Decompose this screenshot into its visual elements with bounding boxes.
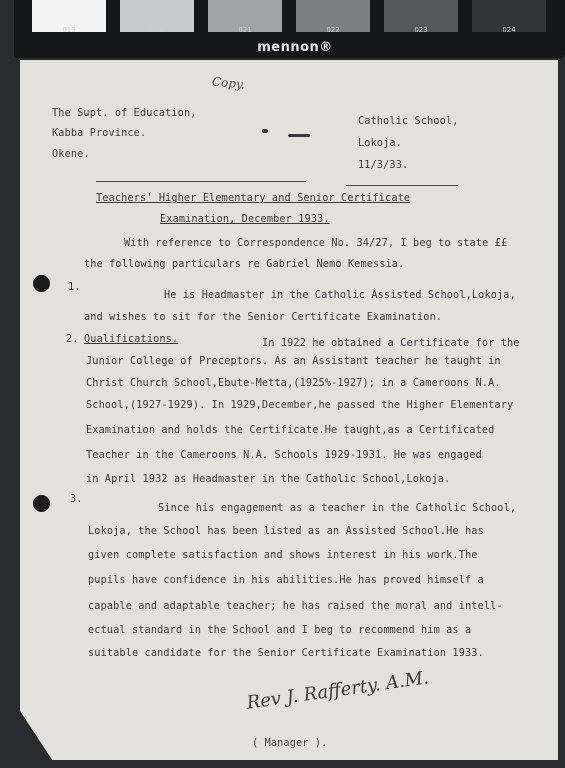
punch-hole [33, 275, 50, 292]
body-line: He is Headmaster in the Catholic Assisted School,Lokoja, [164, 290, 516, 301]
body-line: suitable candidate for the Senior Certificate Examination 1933. [88, 648, 484, 659]
sender-line: Lokoja. [358, 138, 402, 149]
ink-smudge [288, 134, 310, 137]
subject-heading: Examination, December 1933. [160, 214, 330, 225]
body-line: Teacher in the Cameroons N.A. Schools 1929-1931. He was engaged [86, 450, 482, 461]
patch-number: 019 [62, 26, 76, 34]
body-line: in April 1932 as Headmaster in the Catholic School,Lokoja. [86, 474, 451, 485]
subject-heading: Teachers' Higher Elementary and Senior Certificate [96, 193, 411, 204]
recipient-line: Okene. [52, 149, 90, 160]
body-line: Christ Church School,Ebute-Metta,(1925%-1927); in a Cameroons N.A. [86, 378, 501, 389]
sender-line: Catholic School, [358, 116, 459, 127]
body-line: Since his engagement as a teacher in the Catholic School, [158, 503, 517, 514]
recipient-line: Kabba Province. [52, 128, 147, 139]
ink-smudge [262, 129, 268, 133]
divider [346, 185, 458, 186]
item-number: 1. [68, 282, 81, 293]
body-line: Lokoja, the School has been listed as an Assisted School.He has [88, 526, 484, 537]
divider [96, 181, 306, 182]
signoff-text: ( Manager ). [252, 738, 328, 749]
body-line: capable and adaptable teacher; he has raised the moral and intell- [88, 601, 503, 612]
handwritten-signature: Rev J. Rafferty. A.M. [245, 667, 430, 714]
patch-number: 023 [414, 26, 428, 34]
item-number: 2. [66, 334, 79, 345]
body-line: Junior College of Preceptors. As an Assistant teacher he taught in [86, 356, 501, 367]
patch-number: 024 [502, 26, 516, 34]
body-line: In 1922 he obtained a Certificate for the [262, 338, 520, 349]
patch-number: 020 [150, 26, 164, 34]
color-checker-card [14, 0, 565, 58]
intro-line: the following particulars re Gabriel Nemo Kemessia. [84, 259, 405, 270]
recipient-line: The Supt. of Education, [52, 108, 197, 119]
copy-annotation: Copy. [211, 74, 246, 92]
body-line: School,(1927-1929). In 1929,December,he passed the Higher Elementary [86, 400, 514, 411]
body-line: given complete satisfaction and shows interest in his work.The [88, 550, 478, 561]
patch-number: 022 [326, 26, 340, 34]
patch-number: 021 [238, 26, 252, 34]
body-line: pupils have confidence in his abilities.He has proved himself a [88, 575, 484, 586]
section-heading: Qualifications. [84, 334, 179, 345]
body-line: and wishes to sit for the Senior Certificate Examination. [84, 312, 443, 323]
body-line: ectual standard in the School and I beg to recommend him as a [88, 625, 472, 636]
brand-logo: mennon® [257, 40, 333, 55]
punch-hole [33, 495, 50, 512]
intro-line: With reference to Correspondence No. 34/27, I beg to state ££ [124, 238, 508, 249]
body-line: Examination and holds the Certificate.He taught,as a Certificated [86, 425, 495, 436]
date-line: 11/3/33. [358, 160, 409, 171]
item-number: 3. [70, 494, 83, 505]
